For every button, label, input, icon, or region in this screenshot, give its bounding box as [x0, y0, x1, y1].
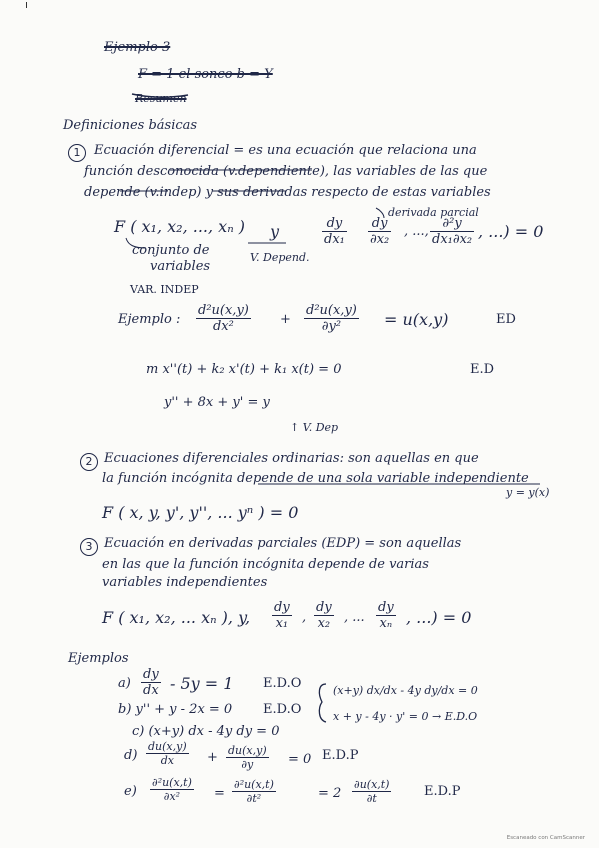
- derivada-parcial-note: derivada parcial: [388, 206, 479, 219]
- ex-e-den2: ∂t²: [246, 792, 262, 805]
- page-title: Definiciones básicas: [63, 118, 198, 133]
- ex-d-rest: = 0: [288, 752, 312, 767]
- ex-d-num2: du(x,y): [228, 744, 267, 757]
- ex-a-rest: - 5y = 1: [170, 674, 234, 693]
- ej-plus: +: [280, 312, 291, 327]
- ex-d-tag: E.D.P: [322, 748, 359, 763]
- scanner-watermark: Escaneado con CamScanner: [506, 835, 585, 841]
- ej-num2: d²u(x,y): [306, 303, 357, 318]
- dx2-den: ∂x₂: [370, 232, 390, 247]
- variables-label: variables: [150, 259, 211, 274]
- sec1-line-2: función desconocida (v.dependiente), las variables de las que: [84, 164, 488, 179]
- var-indep-label: VAR. INDEP: [130, 283, 199, 296]
- sec3-xn: xₙ: [379, 616, 393, 631]
- ex-e-tag: E.D.P: [424, 784, 461, 799]
- ex-e-den3: ∂t: [366, 792, 377, 805]
- ex-d-den2: ∂y: [241, 758, 254, 771]
- sec2-line-1: Ecuaciones diferenciales ordinarias: son aquellas en que: [104, 451, 479, 466]
- ex-d-plus: +: [207, 750, 218, 765]
- ex-e-eq: =: [214, 786, 225, 801]
- brace-line-1: (x+y) dx/dx - 4y dy/dx = 0: [333, 684, 478, 697]
- scratch-line-1: Ejemplo 3: [104, 40, 171, 55]
- ex-c: c) (x+y) dx - 4y dy = 0: [132, 724, 280, 739]
- sec3-dots: , ...: [344, 610, 365, 625]
- dy-num: dy: [322, 216, 347, 232]
- sec3-x2: x₂: [317, 616, 331, 631]
- sec1-line-3: depende (v.indep) y sus derivadas respecto de estas variables: [84, 185, 491, 200]
- ex-e-eq2: = 2: [318, 786, 342, 801]
- ex-a-den: dx: [143, 683, 159, 698]
- brace-conjunto: [126, 238, 146, 248]
- ex-a-num: dy: [143, 667, 159, 682]
- notebook-page: Ejemplo 3 F = 1 el sonco b = Y Resumen Definiciones básicas 1 Ecuación diferencial = es una ecuación que relaciona una función desconocida (v.dependiente), las variables de las que depende (v.indep) y sus derivadas respecto de estas variables derivada parcial F ( x₁, x₂, ..., xₙ ) conjunto de variables VAR. INDEP y V. Depend. $\frac{dy}{\text{dx₁}}$ $\frac{dy}{\text{∂x₂}}$ , ..., $\frac{\text{∂²y}}{\text{dx₁∂x₂}}$ , ...) = 0 Ejemplo : $\frac{\text{d²u(x,y)}}{\text{dx²}}$ + $\frac{\text{d²u(x,y)}}{\text{∂y²}}$ = u(x,y) ED m x''(t) + k₂ x'(t) + k₁ x(t) = 0 E.D y'' + 8x + y' = y ↑ V. Dep 2 Ecuaciones diferenciales ordinarias: son aquellas en que la función incógnita depende de una sola variable independiente y = y(x) F ( x, y, y', y'', ... yⁿ ) = 0 3 Ecuación en derivadas parciales (EDP) = son aquellas en las que la función incógnita depende de varias variables independientes F ( x₁, x₂, ... xₙ ), y, $\frac{dy}{\text{x₁}}$ , $\frac{dy}{\text{x₂}}$ , ... $\frac{dy}{\text{xₙ}}$ , ...) = 0 Ejemplos a) $\frac{dy}{dx}$ - 5y = 1 E.D.O b) y'' + y - 2x = 0 E.D.O c) (x+y) dx - 4y dy = 0 (x+y) dx/dx - 4y dy/dx = 0 x + y - 4y · y' = 0 → E.D.O d) $\frac{du(x,y)}{dx}$ + $\frac{du(x,y)}{\partial y}$ = 0 E.D.P e) $\frac{\text{∂²u(x,t)}}{\text{∂x²}}$ = $\frac{\text{∂²u(x,t)}}{\text{∂t²}}$ = 2 $\frac{\partial u(x,t)}{\partial t}$ E.D.P Escaneado con CamScanner: [0, 0, 599, 848]
- ej-line-2: m x''(t) + k₂ x'(t) + k₁ x(t) = 0: [146, 362, 342, 377]
- sec1-eq-tail: , ...) = 0: [478, 222, 544, 241]
- ex-d-den1: dx: [160, 754, 174, 767]
- ej-tag-2: E.D: [470, 362, 495, 377]
- arrow-parcial: [376, 208, 384, 218]
- sec2-eq: F ( x, y, y', y'', ... yⁿ ) = 0: [102, 503, 299, 522]
- ej-den1: dx²: [212, 319, 234, 334]
- ex-b-tag: E.D.O: [263, 702, 302, 717]
- sec3-x1: x₁: [275, 616, 289, 631]
- sec1-F-open: F ( x₁, x₂, ..., xₙ ): [114, 217, 245, 236]
- ej-rhs: = u(x,y): [384, 310, 449, 329]
- dy2-num: dy: [368, 216, 391, 232]
- dx1-den: dx₁: [324, 232, 345, 247]
- ej-tag-1: ED: [496, 312, 516, 327]
- ex-e-den1: ∂x²: [163, 790, 181, 803]
- section-3-number: 3: [80, 538, 98, 556]
- sec3-line-1: Ecuación en derivadas parciales (EDP) = son aquellas: [104, 536, 462, 551]
- sec3-tail: , ...) = 0: [406, 608, 472, 627]
- ex-d-label: d): [124, 748, 138, 763]
- ex-b: b) y'' + y - 2x = 0: [118, 702, 233, 717]
- ex-e-num3: ∂u(x,t): [354, 778, 390, 791]
- conjunto-label: conjunto de: [132, 243, 210, 258]
- sec2-note: y = y(x): [506, 486, 550, 499]
- sec3-F-open: F ( x₁, x₂, ... xₙ ), y,: [102, 608, 251, 627]
- section-1-number: 1: [68, 144, 86, 162]
- ejemplos-label: Ejemplos: [68, 651, 129, 666]
- scratch-line-3: Resumen: [135, 92, 187, 105]
- sec3-dy2: dy: [316, 600, 332, 615]
- v-depend-label: V. Depend.: [250, 251, 310, 264]
- ejemplo-label: Ejemplo :: [118, 312, 181, 327]
- ex-d-num1: du(x,y): [148, 740, 187, 753]
- ex-e-num1: ∂²u(x,t): [152, 776, 192, 789]
- ej-line-3: y'' + 8x + y' = y: [164, 395, 270, 410]
- ex-e-num2: ∂²u(x,t): [234, 778, 274, 791]
- sec3-line-2: en las que la función incógnita depende de varias: [102, 557, 429, 572]
- sec3-dy3: dy: [378, 600, 394, 615]
- ex-a-label: a): [118, 676, 131, 691]
- brace-line-2: x + y - 4y · y' = 0 → E.D.O: [333, 710, 478, 723]
- scratch-line-2: F = 1 el sonco b = Y: [138, 67, 273, 82]
- ex-a-tag: E.D.O: [263, 676, 302, 691]
- scratch-scribble: [132, 94, 188, 97]
- sec3-dy1: dy: [274, 600, 290, 615]
- ex-e-label: e): [124, 784, 137, 799]
- v-dep-label: ↑ V. Dep: [290, 421, 339, 434]
- sec1-y: y: [270, 222, 280, 241]
- curly-brace: [319, 684, 326, 722]
- d2y-num: ∂²y: [430, 216, 474, 232]
- sec3-line-3: variables independientes: [102, 575, 268, 590]
- ej-den2: ∂y²: [321, 319, 342, 334]
- dx1dx2-den: dx₁∂x₂: [432, 232, 473, 247]
- sec2-line-2: la función incógnita depende de una sola variable independiente: [102, 471, 529, 486]
- section-2-number: 2: [80, 453, 98, 471]
- sec1-line-1: Ecuación diferencial = es una ecuación que relaciona una: [94, 143, 477, 158]
- ej-num1: d²u(x,y): [198, 303, 249, 318]
